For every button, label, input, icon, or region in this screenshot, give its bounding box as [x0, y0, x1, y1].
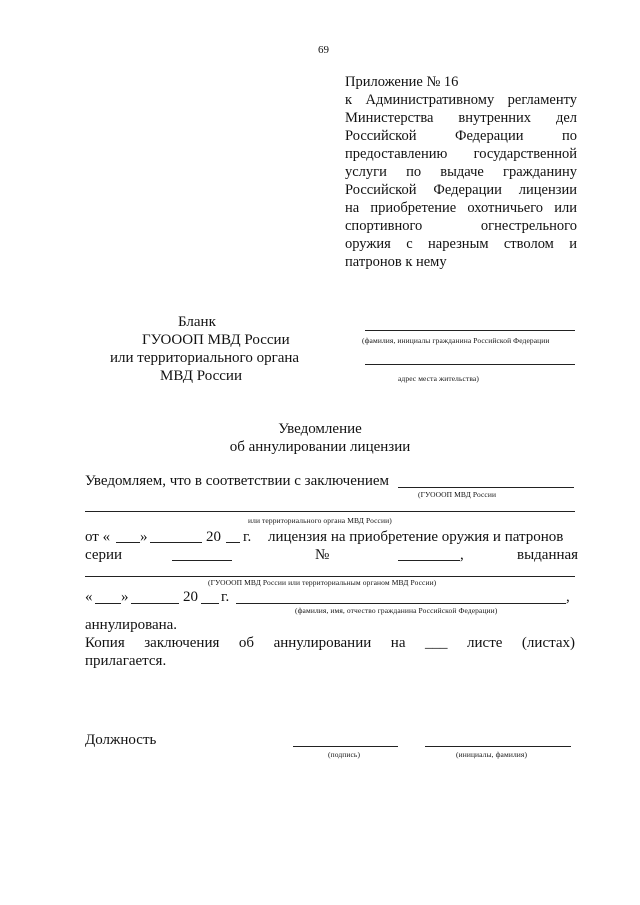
- comma: ,: [460, 547, 464, 563]
- year-field[interactable]: [226, 542, 240, 543]
- appendix-line: Приложение № 16: [345, 74, 459, 90]
- addressee-name-line[interactable]: [365, 330, 575, 331]
- notice-subtitle: об аннулировании лицензии: [229, 439, 411, 455]
- caption-territorial: или территориального органа МВД России): [248, 516, 392, 525]
- conclusion-line[interactable]: [398, 487, 574, 488]
- issuing-authority-line[interactable]: [85, 576, 575, 577]
- notice-title: Уведомление: [278, 421, 362, 437]
- month-field[interactable]: [150, 542, 202, 543]
- signature-caption: (подпись): [328, 750, 361, 759]
- issuer-alt-2: МВД России: [160, 368, 242, 384]
- issuer-name: ГУОООП МВД России: [142, 332, 290, 348]
- series-field[interactable]: [172, 560, 232, 561]
- addressee-name-caption: (фамилия, инициалы гражданина Российской Федерации: [362, 336, 550, 345]
- date2-day-field[interactable]: [95, 603, 121, 604]
- comma-end: ,: [566, 589, 570, 605]
- signature-line[interactable]: [293, 746, 398, 747]
- appendix-line: предоставлению государственной: [345, 146, 577, 162]
- addressee-address-caption: адрес места жительства): [398, 374, 479, 383]
- caption-issuing-authority: (ГУОООП МВД России или территориальным органом МВД России): [208, 578, 437, 587]
- appendix-line: на приобретение охотничьего или: [345, 200, 577, 216]
- annulled-text: аннулирована.: [85, 617, 178, 633]
- appendix-line: услуги по выдаче гражданину: [345, 164, 577, 180]
- day-field[interactable]: [116, 542, 140, 543]
- appendix-line: оружия с нарезным стволом и: [345, 236, 577, 252]
- appendix-line: к Административному регламенту: [345, 92, 577, 108]
- series-label: серии: [85, 547, 123, 563]
- copy-attached-text: Копия заключения об аннулировании на ___ листе (листах): [85, 635, 575, 651]
- appendix-line: Российской Федерации лицензии: [345, 182, 577, 198]
- attached-text: прилагается.: [85, 653, 167, 669]
- appendix-line: Министерства внутренних дел: [345, 110, 577, 126]
- date2-month-field[interactable]: [131, 603, 179, 604]
- year-suffix: г.: [243, 529, 252, 545]
- body-intro: Уведомляем, что в соответствии с заключением: [85, 473, 390, 489]
- license-text: лицензия на приобретение оружия и патронов: [268, 529, 564, 545]
- from-label: от «: [85, 529, 111, 545]
- blank-label: Бланк: [178, 314, 216, 330]
- appendix-line: патронов к нему: [345, 254, 447, 270]
- addressee-address-line[interactable]: [365, 364, 575, 365]
- initials-caption: (инициалы, фамилия): [456, 750, 528, 759]
- page-number: 69: [318, 44, 329, 56]
- issuer-fill-line[interactable]: [85, 511, 575, 512]
- appendix-line: спортивного огнестрельного: [345, 218, 577, 234]
- caption-guoop: (ГУОООП МВД России: [418, 490, 497, 499]
- date2-year-prefix: 20: [183, 589, 198, 605]
- date2-year-field[interactable]: [201, 603, 219, 604]
- caption-citizen-name: (фамилия, имя, отчество гражданина Российской Федерации): [295, 606, 498, 615]
- issuer-alt: или территориального органа: [110, 350, 300, 366]
- date2-open-quote: «: [85, 589, 93, 605]
- date2-close-quote: »: [121, 589, 129, 605]
- appendix-line: Российской Федерации по: [345, 128, 577, 144]
- initials-line[interactable]: [425, 746, 571, 747]
- position-label: Должность: [85, 732, 157, 748]
- number-sign: №: [315, 547, 330, 563]
- number-field[interactable]: [398, 560, 460, 561]
- year-prefix: 20: [206, 529, 221, 545]
- quote-close: »: [140, 529, 148, 545]
- citizen-name-line[interactable]: [236, 603, 566, 604]
- date2-year-suffix: г.: [221, 589, 230, 605]
- appendix-header: [345, 73, 577, 271]
- issued-label: выданная: [517, 547, 579, 563]
